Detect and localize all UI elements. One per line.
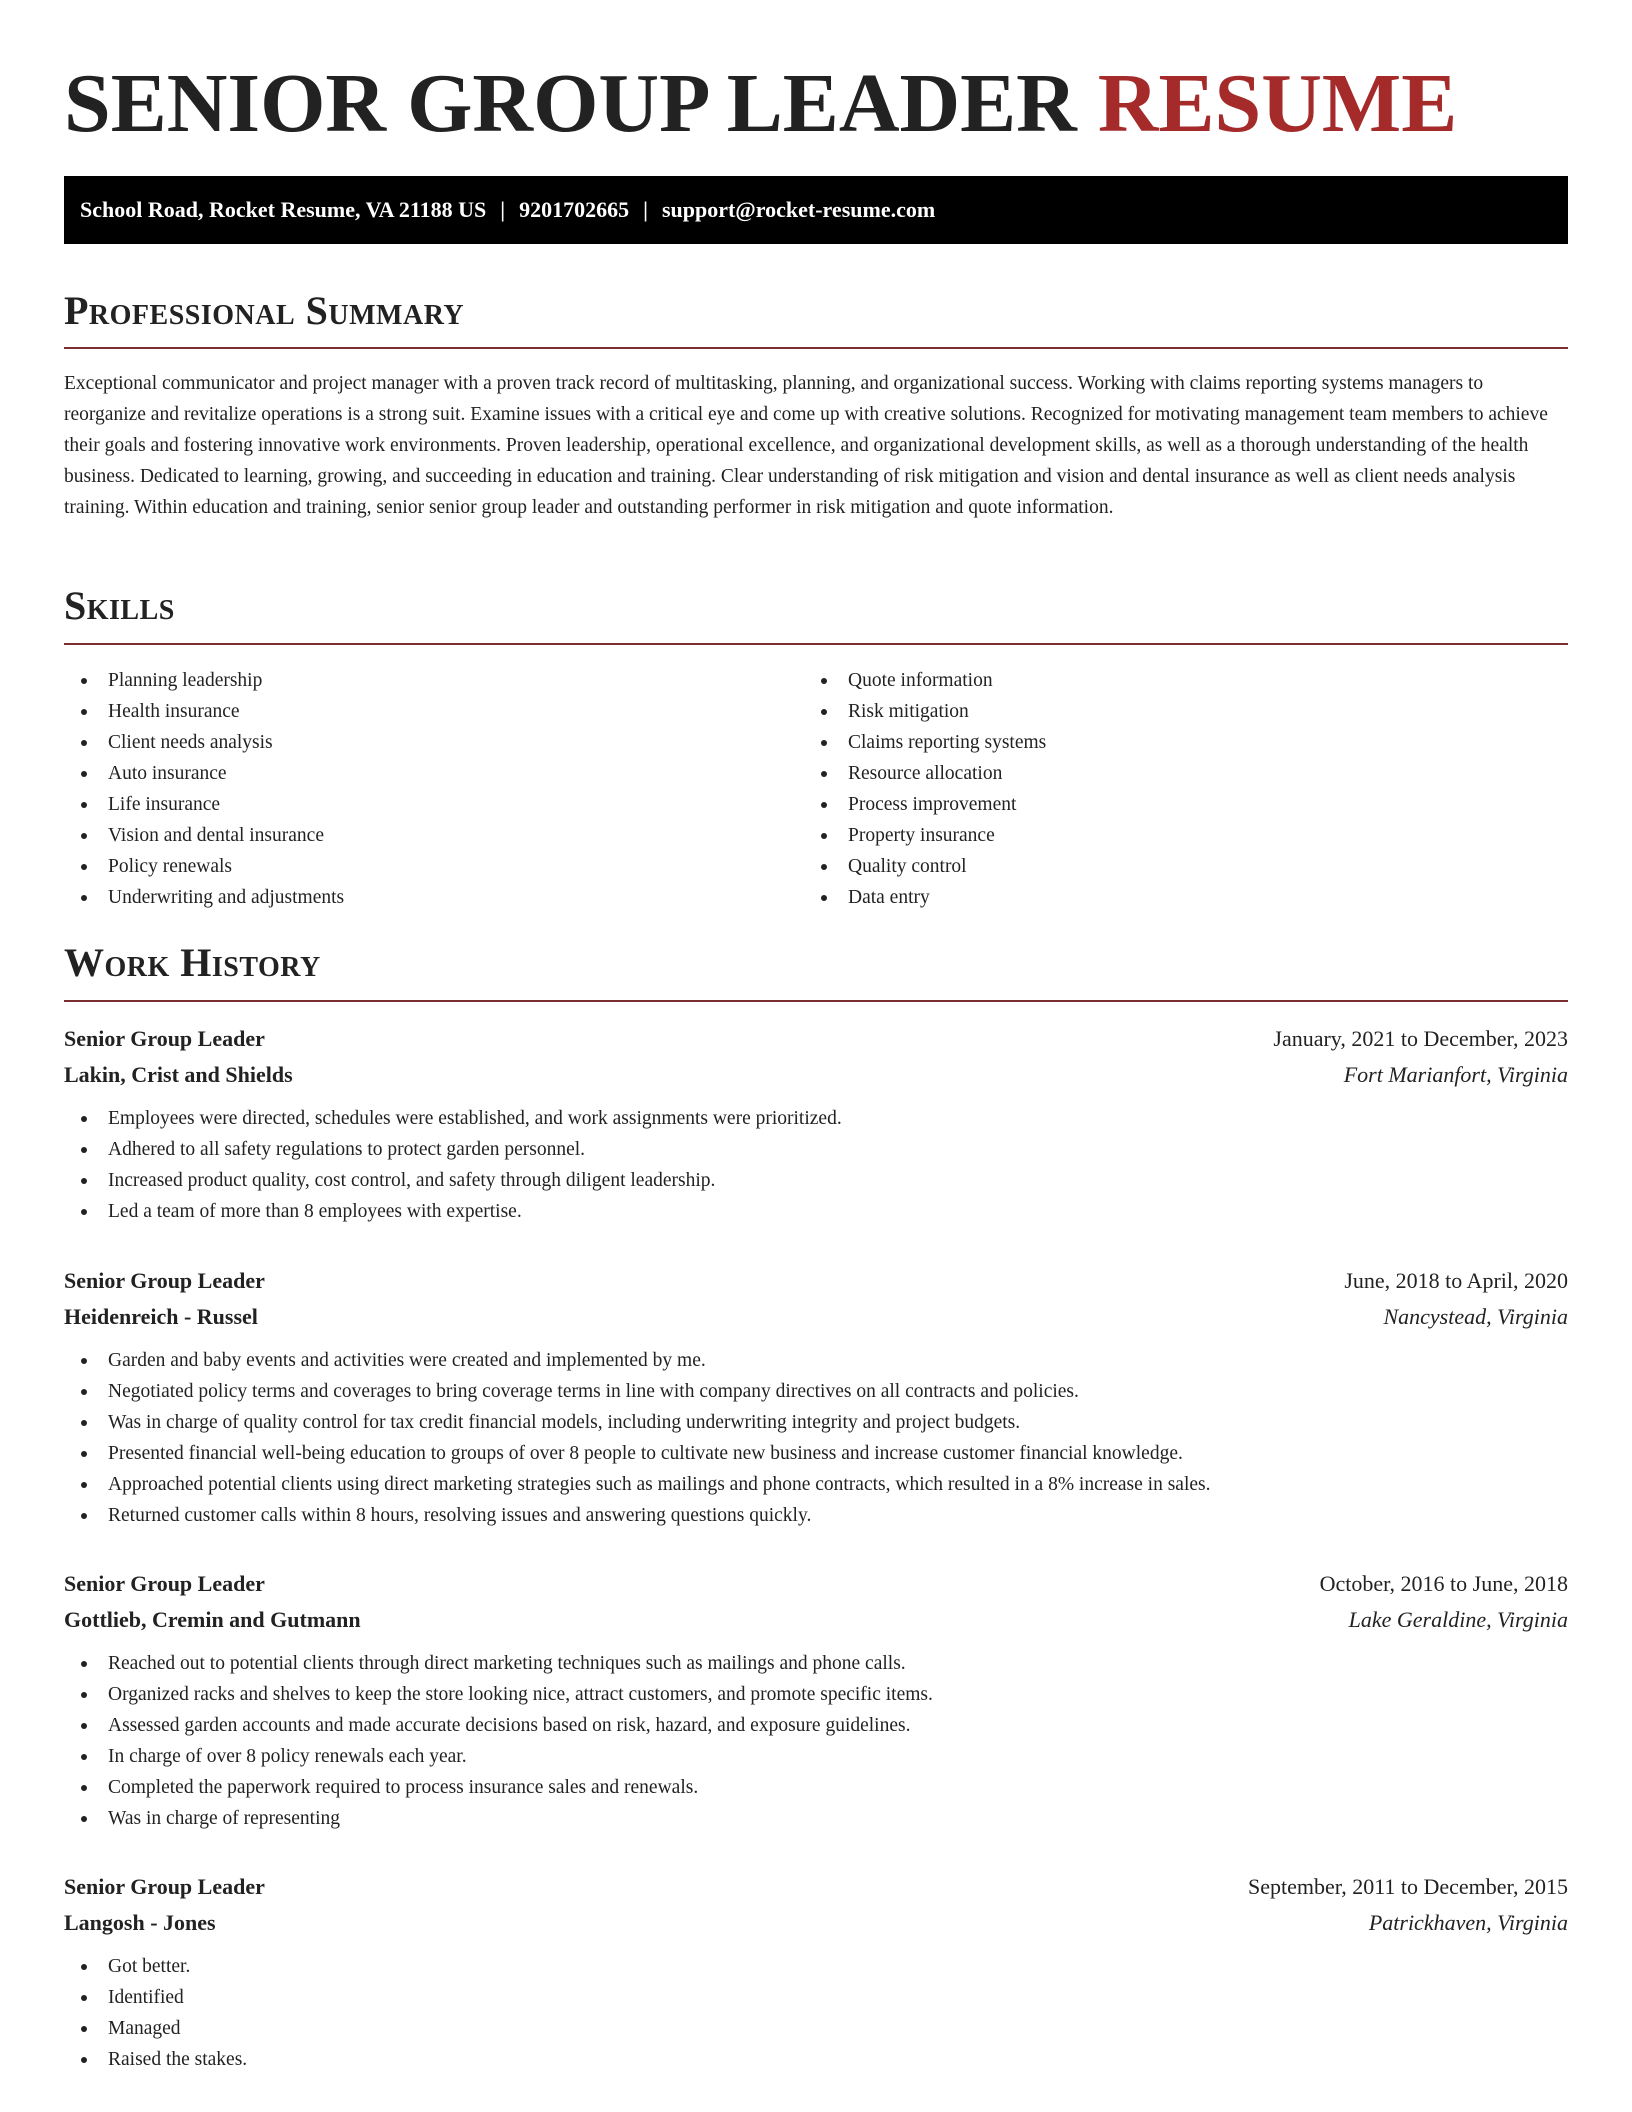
job-bullet: Led a team of more than 8 employees with expertise. [64,1196,1568,1227]
job-bullet: Negotiated policy terms and coverages to bring coverage terms in line with company directives on all contracts and policies. [64,1376,1568,1407]
job-bullet: Returned customer calls within 8 hours, resolving issues and answering questions quickly. [64,1500,1568,1531]
title-main: SENIOR GROUP LEADER [64,57,1077,150]
contact-email: support@rocket-resume.com [661,197,936,222]
skill-item: Resource allocation [804,758,1046,789]
job-location: Fort Marianfort, Virginia [1343,1062,1568,1087]
skill-item: Life insurance [64,789,344,820]
skills-heading: Skills [64,583,175,628]
job-dates: September, 2011 to December, 2015 [1248,1874,1568,1899]
job-title: Senior Group Leader [64,1268,265,1293]
job-bullet: Increased product quality, cost control, and safety through diligent leadership. [64,1165,1568,1196]
contact-address: School Road, Rocket Resume, VA 21188 US [80,197,487,222]
job-bullet: Was in charge of representing [64,1803,1568,1834]
contact-separator: | [500,197,506,222]
skill-item: Process improvement [804,789,1046,820]
job-title: Senior Group Leader [64,1874,265,1899]
job-bullet: Was in charge of quality control for tax credit financial models, including underwriting integrity and project budgets. [64,1407,1568,1438]
job-bullet: Organized racks and shelves to keep the store looking nice, attract customers, and promote specific items. [64,1679,1568,1710]
skill-item: Claims reporting systems [804,727,1046,758]
job-entry [64,1263,1568,1531]
skill-item: Quote information [804,665,1046,696]
job-title: Senior Group Leader [64,1571,265,1596]
work-history-heading: Work History [64,940,321,985]
job-bullet: Presented financial well-being education to groups of over 8 people to cultivate new business and increase customer financial knowledge. [64,1438,1568,1469]
skill-item: Vision and dental insurance [64,820,344,851]
resume-title [64,56,1457,152]
job-entry [64,1566,1568,1834]
job-company: Heidenreich - Russel [64,1304,258,1329]
job-dates: June, 2018 to April, 2020 [1344,1268,1568,1293]
job-location: Patrickhaven, Virginia [1368,1910,1568,1935]
contact-phone: 9201702665 [519,197,630,222]
job-bullet: Adhered to all safety regulations to protect garden personnel. [64,1134,1568,1165]
skill-item: Auto insurance [64,758,344,789]
job-bullet: Managed [64,2013,1568,2044]
skill-item: Risk mitigation [804,696,1046,727]
skills-divider [64,643,1568,645]
job-dates: October, 2016 to June, 2018 [1319,1571,1568,1596]
skill-item: Client needs analysis [64,727,344,758]
skill-item: Underwriting and adjustments [64,882,344,913]
skill-item: Health insurance [64,696,344,727]
job-company: Langosh - Jones [64,1910,216,1935]
job-title: Senior Group Leader [64,1026,265,1051]
job-bullets [64,1345,1568,1531]
job-bullets [64,1103,1568,1227]
job-bullet: Employees were directed, schedules were established, and work assignments were prioritized. [64,1103,1568,1134]
job-bullets [64,1648,1568,1834]
job-company: Lakin, Crist and Shields [64,1062,293,1087]
job-bullet: In charge of over 8 policy renewals each year. [64,1741,1568,1772]
skill-item: Policy renewals [64,851,344,882]
summary-heading: Professional Summary [64,288,465,333]
contact-bar [64,176,1568,244]
skill-item: Quality control [804,851,1046,882]
skills-list-left [64,665,344,913]
title-accent: RESUME [1097,57,1458,150]
job-bullet: Approached potential clients using direct marketing strategies such as mailings and phone contracts, which resulted in a 8% increase in sales. [64,1469,1568,1500]
job-entry [64,1869,1568,2075]
summary-divider [64,347,1568,349]
job-entry [64,1021,1568,1227]
work-history-divider [64,1000,1568,1002]
skill-item: Data entry [804,882,1046,913]
skill-item: Planning leadership [64,665,344,696]
job-dates: January, 2021 to December, 2023 [1273,1026,1568,1051]
job-bullets [64,1951,1568,2075]
contact-separator: | [643,197,648,222]
job-location: Lake Geraldine, Virginia [1348,1607,1568,1632]
job-company: Gottlieb, Cremin and Gutmann [64,1607,361,1632]
job-bullet: Got better. [64,1951,1568,1982]
job-bullet: Identified [64,1982,1568,2013]
job-bullet: Reached out to potential clients through direct marketing techniques such as mailings and phone calls. [64,1648,1568,1679]
skill-item: Property insurance [804,820,1046,851]
skills-list-right [804,665,1046,913]
job-bullet: Assessed garden accounts and made accurate decisions based on risk, hazard, and exposure guidelines. [64,1710,1568,1741]
job-location: Nancystead, Virginia [1383,1304,1568,1329]
job-bullet: Raised the stakes. [64,2044,1568,2075]
summary-text: Exceptional communicator and project manager with a proven track record of multitasking, planning, and organizational success. Working with claims reporting systems managers to reorganize and revitalize operations is a strong suit. Examine issues with a critical eye and come up with creative solutions. Recognized for motivating management team members to achieve their goals and fostering innovative work environments. Proven leadership, operational excellence, and organizational development skills, as well as a thorough understanding of the health business. Dedicated to learning, growing, and succeeding in education and training. Clear understanding of risk mitigation and vision and dental insurance as well as client needs analysis training. Within education and training, senior senior group leader and outstanding performer in risk mitigation and quote information. [64,373,1548,518]
job-bullet: Completed the paperwork required to process insurance sales and renewals. [64,1772,1568,1803]
job-bullet: Garden and baby events and activities were created and implemented by me. [64,1345,1568,1376]
